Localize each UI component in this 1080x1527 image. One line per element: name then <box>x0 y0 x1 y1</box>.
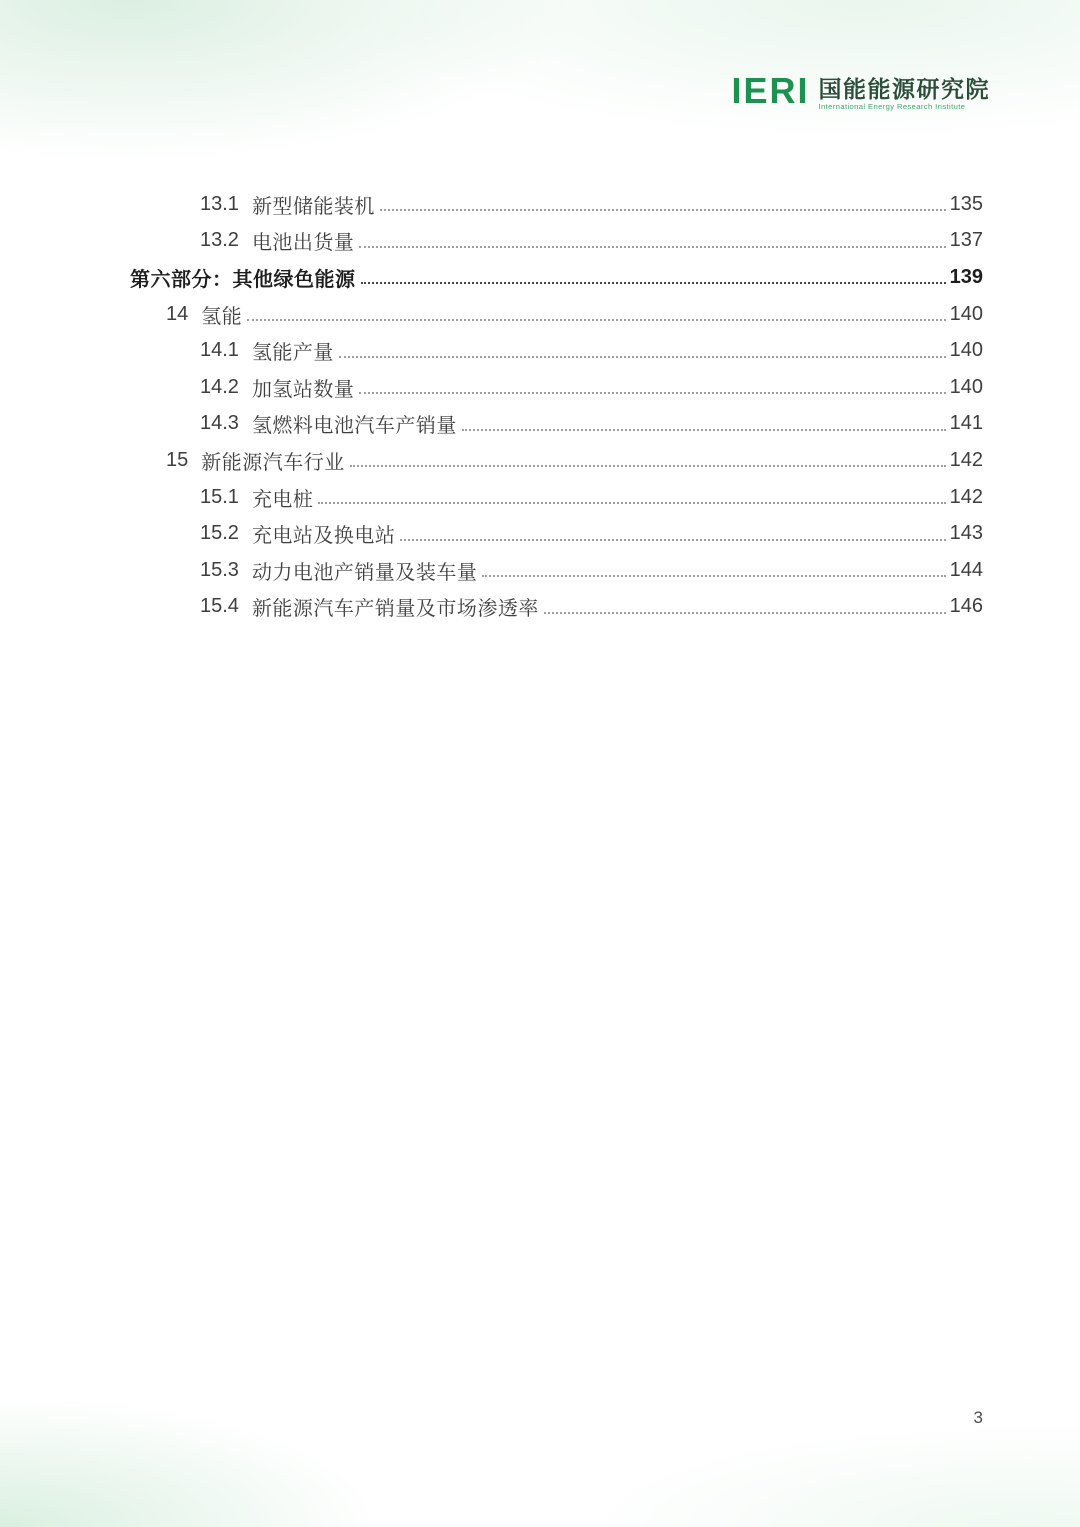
toc-entry-page: 140 <box>949 339 983 362</box>
toc-dot-leader <box>462 429 946 431</box>
toc-dot-leader <box>400 539 945 541</box>
toc-entry-title: 新能源汽车产销量及市场渗透率 <box>251 598 539 621</box>
toc-dot-leader <box>318 502 945 504</box>
toc-entry-number: 14.2 <box>200 375 239 398</box>
toc-entry-number: 15.4 <box>200 595 239 618</box>
ieri-logo <box>731 70 990 112</box>
toc-entry[interactable] <box>200 589 983 626</box>
toc-entry-page: 140 <box>949 375 983 398</box>
toc-dot-leader <box>350 465 946 467</box>
toc-dot-leader <box>359 392 945 394</box>
toc-entry-number: 13.1 <box>200 192 239 215</box>
toc-dot-leader <box>380 209 946 211</box>
toc-entry-page: 142 <box>949 485 983 508</box>
toc-entry[interactable] <box>200 552 983 589</box>
ieri-wordmark: IERI <box>731 70 810 111</box>
toc-dot-leader <box>544 612 946 614</box>
toc-entry-number: 14.1 <box>200 339 239 362</box>
toc-entry-page: 142 <box>949 448 983 471</box>
toc-entry-number: 14.3 <box>200 412 239 435</box>
toc-dot-leader <box>482 575 945 577</box>
toc-entry[interactable] <box>200 186 983 223</box>
toc-entry-page: 144 <box>949 558 983 581</box>
toc-entry-number: 15 <box>166 448 189 471</box>
toc-dot-leader <box>361 282 946 284</box>
toc-entry-page: 135 <box>949 192 983 215</box>
toc-entry[interactable] <box>166 442 983 479</box>
toc-entry[interactable] <box>200 406 983 443</box>
toc-entry-page: 140 <box>949 302 983 325</box>
toc-entry-title: 动力电池产销量及装车量 <box>251 561 478 584</box>
toc-entry-page: 146 <box>949 595 983 618</box>
logo-names <box>819 76 991 112</box>
toc-entry-number: 14 <box>166 302 189 325</box>
toc-entry-page: 139 <box>949 265 983 288</box>
toc-entry[interactable] <box>130 259 983 296</box>
toc-entry-title: 新能源汽车行业 <box>201 451 345 474</box>
toc-entry[interactable] <box>200 223 983 260</box>
toc-entry-title: 充电桩 <box>251 488 314 511</box>
toc-entry-page: 137 <box>949 229 983 252</box>
toc-entry-page: 143 <box>949 522 983 545</box>
toc-entry[interactable] <box>200 479 983 516</box>
toc-entry-number: 15.2 <box>200 522 239 545</box>
toc-entry-number: 15.1 <box>200 485 239 508</box>
toc-entry-page: 141 <box>949 412 983 435</box>
toc-entry-number: 13.2 <box>200 229 239 252</box>
footer-page-number: 3 <box>973 1408 983 1427</box>
toc-entry-title: 氢燃料电池汽车产销量 <box>251 415 457 438</box>
logo-english-tagline: International Energy Research Institute <box>818 102 966 111</box>
toc-entry[interactable] <box>200 332 983 369</box>
toc-dot-leader <box>339 356 946 358</box>
toc-entry-title: 加氢站数量 <box>251 378 355 401</box>
toc-entry[interactable] <box>200 515 983 552</box>
toc-entry-title: 氢能 <box>201 305 243 328</box>
toc-entry-title: 新型储能装机 <box>251 195 375 218</box>
toc-entry[interactable] <box>200 369 983 406</box>
toc-entry-title: 第六部分：其他绿色能源 <box>130 268 356 291</box>
toc-dot-leader <box>359 246 945 248</box>
toc-dot-leader <box>247 319 945 321</box>
toc-entry-number: 15.3 <box>200 558 239 581</box>
table-of-contents <box>130 186 983 625</box>
toc-entry-title: 充电站及换电站 <box>251 525 396 548</box>
logo-chinese-name: 国能能源研究院 <box>818 76 990 102</box>
toc-entry-title: 电池出货量 <box>251 232 355 255</box>
toc-entry-title: 氢能产量 <box>251 342 334 365</box>
toc-entry[interactable] <box>166 296 983 333</box>
